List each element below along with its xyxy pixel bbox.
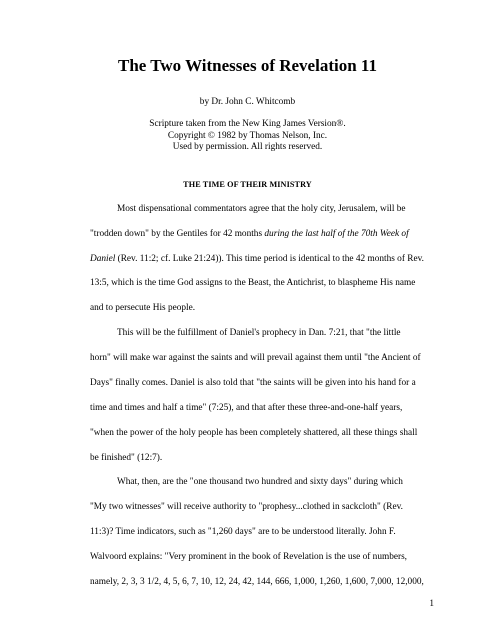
text-run: "trodden down" by the Gentiles for 42 months [90,229,265,239]
italic-text: during the last half of the 70th Week of [264,229,409,239]
text-run: What, then, are the "one thousand two hundred and sixty days" during which [117,477,403,487]
italic-text: Daniel [90,254,116,264]
text-run: Walvoord explains: "Very prominent in the book of Revelation is the use of numbers, [90,552,408,562]
body-text-line [90,302,195,314]
text-run: namely, 2, 3, 3 1/2, 4, 5, 6, 7, 10, 12, 24, 42, 144, 666, 1,000, 1,260, 1,600, 7,000, 12,000, [90,577,424,587]
body-text-line [90,427,417,439]
body-text-line [90,526,396,538]
author-byline: by Dr. John C. Whitcomb [199,97,296,107]
copyright-line: Copyright © 1982 by Thomas Nelson, Inc. [167,130,328,141]
text-run: 11:3)? Time indicators, such as "1,260 days" are to be understood literally. John F. [90,527,396,537]
body-text-line [90,377,416,389]
body-text-line [117,327,401,339]
body-text-line [90,402,402,414]
body-text-line [90,452,162,464]
text-run: Days" finally comes. Daniel is also told that "the saints will be given into his hand for a [90,378,416,388]
body-text-line [117,203,406,215]
body-text-line [90,551,407,563]
text-run: and to persecute His people. [90,303,196,313]
body-text-line [90,228,409,240]
document-title: The Two Witnesses of Revelation 11 [118,56,377,75]
copyright-line: Used by permission. All rights reserved. [172,142,323,153]
copyright-notice [0,119,495,154]
body-text-line [90,352,421,364]
section-heading: THE TIME OF THEIR MINISTRY [183,180,312,189]
body-text-line [117,476,403,488]
text-run: "My two witnesses" will receive authority to "prophesy...clothed in sackcloth" (Rev. [90,502,403,512]
text-run: "when the power of the holy people has been completely shattered, all these things shall [90,428,418,438]
copyright-line: Scripture taken from the New King James Version®. [149,119,346,129]
text-run: This will be the fulfillment of Daniel's prophecy in Dan. 7:21, that "the little [117,328,401,338]
page-number: 1 [429,599,434,609]
text-run: horn" will make war against the saints and will prevail against them until "the Ancient of [90,353,421,363]
body-text-line [90,277,415,289]
text-run: be finished" (12:7). [90,453,163,463]
body-text-line [90,253,424,265]
body-text-line [90,501,403,513]
body-text-line [90,576,424,588]
text-run: 13:5, which is the time God assigns to the Beast, the Antichrist, to blaspheme His name [90,278,416,288]
text-run: Most dispensational commentators agree that the holy city, Jerusalem, will be [117,204,406,214]
text-run: (Rev. 11:2; cf. Luke 21:24)). This time period is identical to the 42 months of Rev. [115,254,424,264]
text-run: time and times and half a time" (7:25), and that after these three-and-one-half years, [90,403,403,413]
